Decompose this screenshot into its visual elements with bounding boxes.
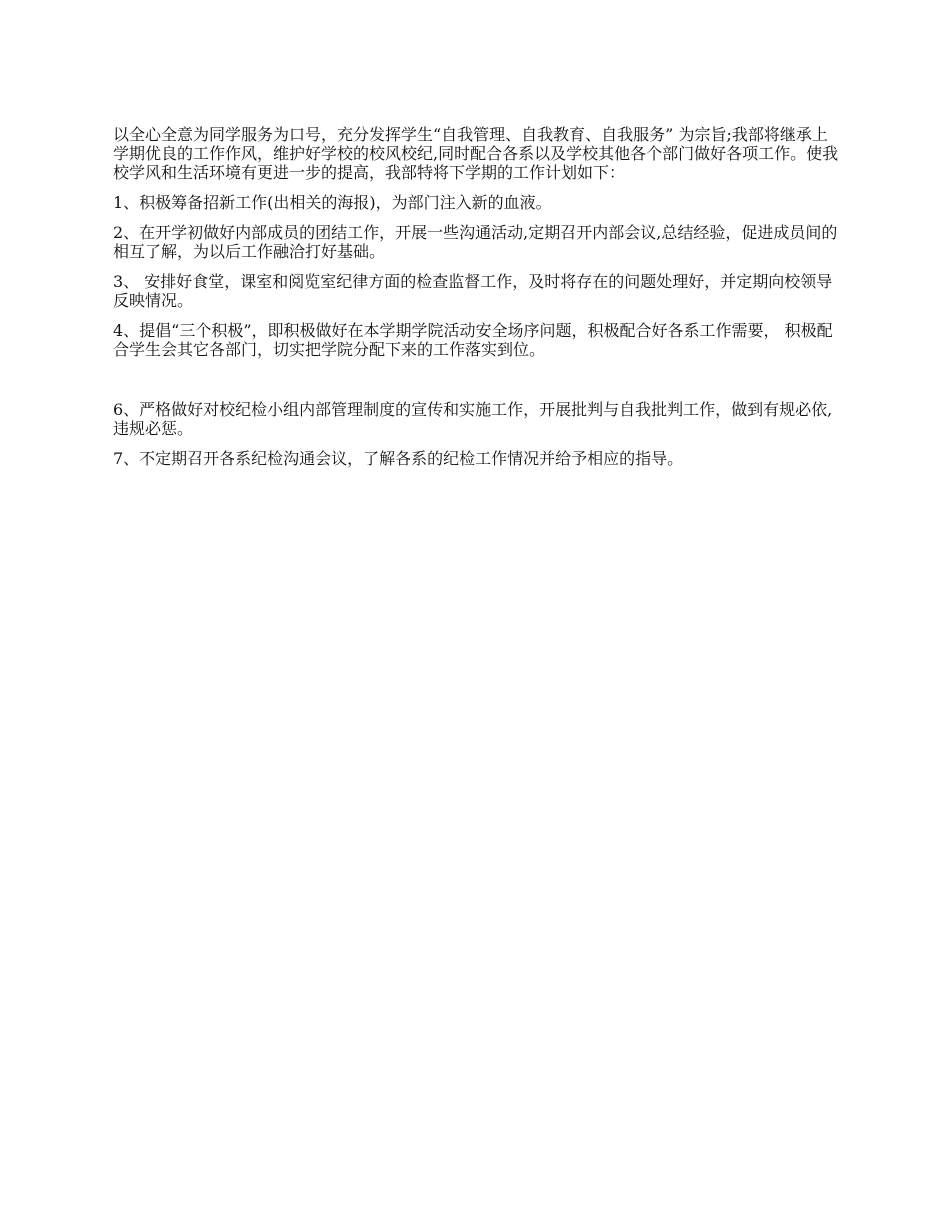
intro-paragraph: 以全心全意为同学服务为口号，充分发挥学生“自我管理、自我教育、自我服务” 为宗旨;我部将继承上学期优良的工作作风，维护好学校的校风校纪,同时配合各系以及学校其他各个部门做好各项工作。使我校学风和生活环境有更进一步的提高，我部特将下学期的工作计划如下：	[113, 125, 839, 182]
plan-item-2: 2、在开学初做好内部成员的团结工作，开展一些沟通活动,定期召开内部会议,总结经验，促进成员间的相互了解，为以后工作融洽打好基础。	[113, 223, 838, 261]
blank-gap	[113, 370, 843, 400]
document-body	[113, 125, 843, 479]
plan-item-1: 1、积极筹备招新工作(出相关的海报)，为部门注入新的血液。	[113, 193, 552, 212]
plan-item-6: 6、严格做好对校纪检小组内部管理制度的宣传和实施工作，开展批判与自我批判工作，做到有规必依,违规必惩。	[113, 400, 833, 438]
plan-item-7: 7、不定期召开各系纪检沟通会议，了解各系的纪检工作情况并给予相应的指导。	[113, 449, 684, 468]
plan-item-3: 3、 安排好食堂，课室和阅览室纪律方面的检查监督工作，及时将存在的问题处理好，并定期向校领导反映情况。	[113, 272, 833, 310]
plan-item-4: 4、提倡“三个积极”，即积极做好在本学期学院活动安全场序问题，积极配合好各系工作需要， 积极配合学生会其它各部门，切实把学院分配下来的工作落实到位。	[113, 321, 833, 359]
